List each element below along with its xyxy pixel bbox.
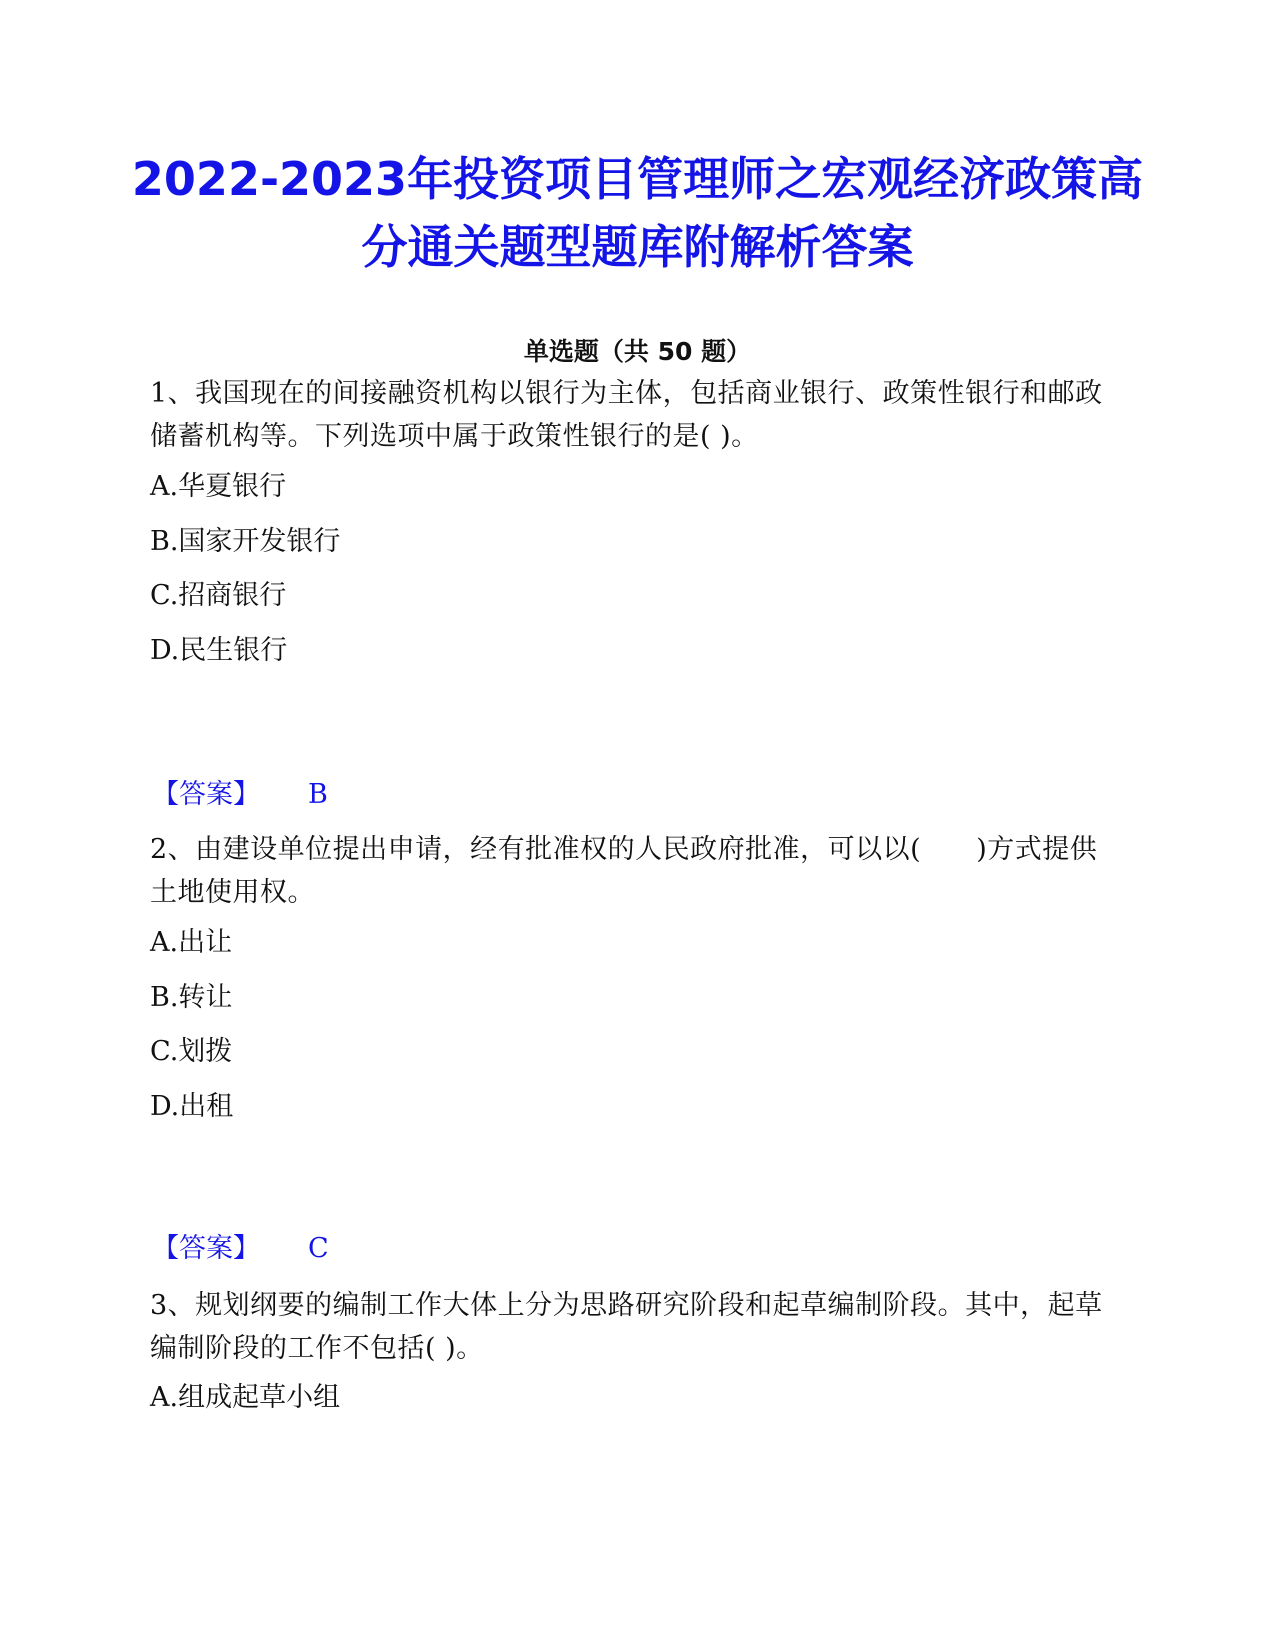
answer-letter: C xyxy=(308,1233,329,1264)
question-3-stem: 3、规划纲要的编制工作大体上分为思路研究阶段和起草编制阶段。其中，起草编制阶段的工作不包括( )。 xyxy=(150,1290,1103,1364)
question-2-option-a: A.出让 xyxy=(150,927,233,958)
question-1-answer xyxy=(152,777,328,813)
answer-label: 【答案】 xyxy=(152,1233,260,1264)
answer-letter: B xyxy=(308,779,328,810)
question-2-answer xyxy=(152,1231,329,1267)
question-1-option-c: C.招商银行 xyxy=(150,580,287,611)
question-2-option-d: D.出租 xyxy=(150,1091,234,1122)
question-1-option-d: D.民生银行 xyxy=(150,635,288,666)
document-title: 2022-2023年投资项目管理师之宏观经济政策高分通关题型题库附解析答案 xyxy=(131,152,1144,274)
question-1-option-b: B.国家开发银行 xyxy=(150,526,341,557)
question-3-option-a: A.组成起草小组 xyxy=(150,1382,341,1413)
question-2-option-c: C.划拨 xyxy=(150,1036,233,1067)
question-1-stem: 1、我国现在的间接融资机构以银行为主体，包括商业银行、政策性银行和邮政储蓄机构等。下列选项中属于政策性银行的是( )。 xyxy=(150,378,1103,452)
question-2-stem: 2、由建设单位提出申请，经有批准权的人民政府批准，可以以( )方式提供土地使用权。 xyxy=(150,834,1098,908)
question-1-option-a: A.华夏银行 xyxy=(150,471,287,502)
question-2-option-b: B.转让 xyxy=(150,982,233,1013)
section-heading: 单选题（共 50 题） xyxy=(523,337,752,366)
answer-label: 【答案】 xyxy=(152,779,260,810)
